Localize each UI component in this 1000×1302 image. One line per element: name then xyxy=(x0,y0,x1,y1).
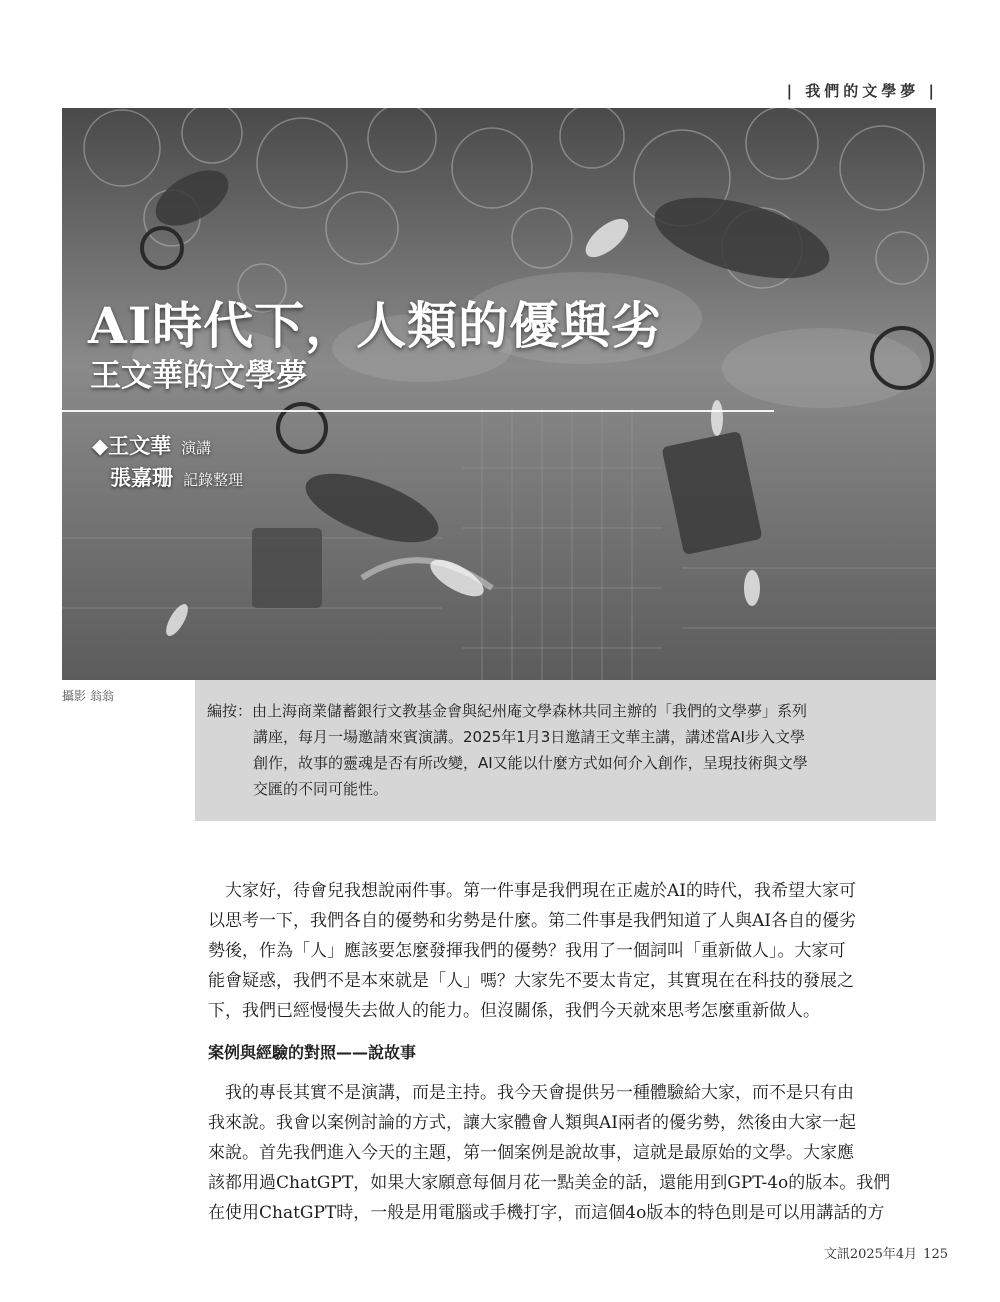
article-paragraph-2 xyxy=(208,1078,938,1228)
speaker-name: 王文華 xyxy=(108,434,172,458)
article-subtitle: 王文華的文學夢 xyxy=(90,358,307,394)
paragraph-line: 大家好，待會兒我想說兩件事。第一件事是我們現在正處於AI的時代，我希望大家可 xyxy=(208,881,856,901)
paragraph-line: 以思考一下，我們各自的優勢和劣勢是什麼。第二件事是我們知道了人與AI各自的優劣 xyxy=(208,911,856,931)
editor-note-line: 交匯的不同可能性。 xyxy=(253,780,389,798)
paragraph-line: 我的專長其實不是演講，而是主持。我今天會提供另一種體驗給大家，而不是只有由 xyxy=(208,1083,854,1103)
editor-note xyxy=(207,698,925,802)
article-paragraph-1 xyxy=(208,876,938,1026)
article-title: AI時代下，人類的優與劣 xyxy=(88,296,663,355)
editor-note-line: 創作，故事的靈魂是否有所改變，AI又能以什麼方式如何介入創作，呈現技術與文學 xyxy=(253,754,808,772)
speaker-role: 演講 xyxy=(181,439,212,457)
paragraph-line: 能會疑惑，我們不是本來就是「人」嗎？大家先不要太肯定，其實現在在科技的發展之 xyxy=(208,971,854,991)
hero-photo xyxy=(62,108,936,680)
byline-marker: ◆ xyxy=(92,434,109,458)
page-footer xyxy=(818,1243,948,1262)
page-number: 125 xyxy=(923,1247,948,1262)
byline-recorder xyxy=(110,462,243,492)
photo-credit: 攝影 翁翁 xyxy=(62,689,114,703)
paragraph-line: 來說。首先我們進入今天的主題，第一個案例是說故事，這就是最原始的文學。大家應 xyxy=(208,1143,854,1163)
paragraph-line: 該都用過ChatGPT，如果大家願意每個月花一點美金的話，還能用到GPT-4o的版本。我們 xyxy=(208,1173,891,1193)
title-divider xyxy=(62,410,774,412)
editor-note-line: 講座，每月一場邀請來賓演講。2025年1月3日邀請王文華主講，講述當AI步入文學 xyxy=(253,728,805,746)
recorder-role: 記錄整理 xyxy=(183,471,244,489)
section-heading: 案例與經驗的對照——說故事 xyxy=(208,1043,417,1062)
paragraph-line: 下，我們已經慢慢失去做人的能力。但沒關係，我們今天就來思考怎麼重新做人。 xyxy=(208,1001,820,1021)
byline-speaker xyxy=(92,430,211,460)
paragraph-line: 我來說。我會以案例討論的方式，讓大家體會人類與AI兩者的優劣勢，然後由大家一起 xyxy=(208,1113,856,1133)
editor-note-box xyxy=(195,680,936,821)
paragraph-line: 勢後，作為「人」應該要怎麼發揮我們的優勢？我用了一個詞叫「重新做人」。大家可 xyxy=(208,941,846,961)
paragraph-line: 在使用ChatGPT時，一般是用電腦或手機打字，而這個4o版本的特色則是可以用講話的方 xyxy=(208,1203,885,1223)
section-tag: | 我們的文學夢 | xyxy=(786,82,938,100)
editor-note-line: 編按：由上海商業儲蓄銀行文教基金會與紀州庵文學森林共同主辦的「我們的文學夢」系列 xyxy=(207,702,808,720)
recorder-name: 張嘉珊 xyxy=(110,466,173,490)
publication-issue: 文訊2025年4月 xyxy=(823,1247,918,1262)
